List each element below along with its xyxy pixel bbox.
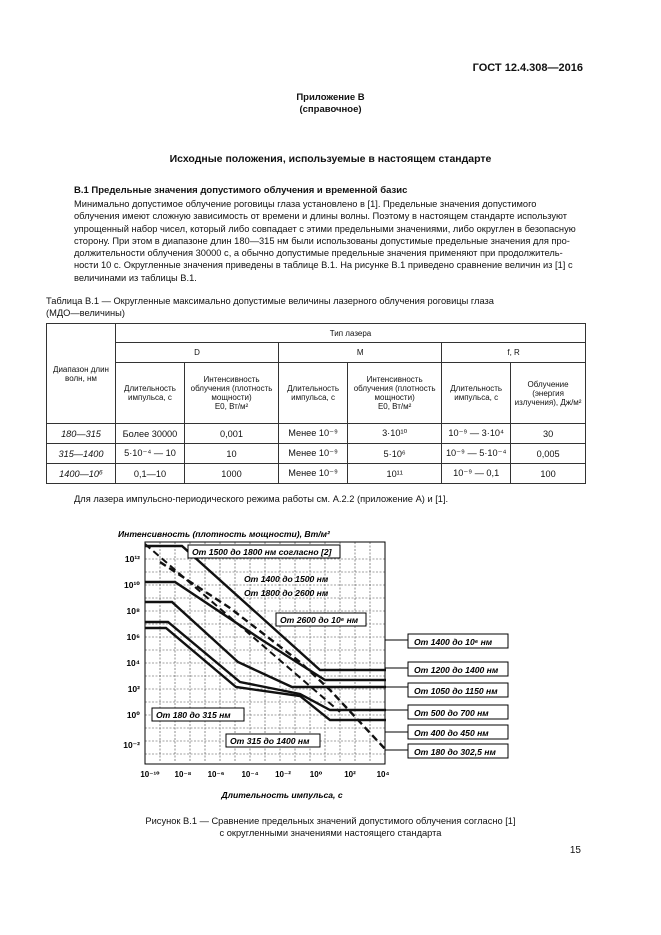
- paragraph-line: упрощенный набор чисел, который либо совпадает с этими предельными значениями, либо округлен в безопасную: [74, 223, 576, 234]
- appendix-title: Приложение В: [296, 92, 365, 103]
- label-right-500-700: От 500 до 700 нм: [414, 708, 489, 718]
- y-axis-title: Интенсивность (плотность мощности), Вт/м²: [118, 529, 330, 539]
- cell-f-value: 30: [511, 424, 586, 444]
- figure-caption-line1: Рисунок В.1 — Сравнение предельных значений допустимого облучения согласно [1]: [145, 816, 516, 826]
- intensity-label: Интенсивность облучения (плотность мощности): [190, 375, 273, 402]
- x-tick-labels: [140, 770, 389, 779]
- cell-d-value: 0,001: [184, 424, 278, 444]
- curve-1400-1e6: [145, 546, 386, 670]
- section-title: Исходные положения, используемые в настоящем стандарте: [169, 153, 492, 165]
- cell-f-value: 0,005: [511, 444, 586, 464]
- legend-left: [152, 545, 366, 747]
- standard-number: ГОСТ 12.4.308—2016: [472, 62, 583, 74]
- cell-m-value: 5·10⁶: [348, 444, 442, 464]
- mpe-figure: [0, 522, 661, 812]
- header-type-m: M: [279, 343, 442, 363]
- label-1500-1800: От 1500 до 1800 нм согласно [2]: [192, 547, 332, 557]
- cell-range: 1400—10⁶: [47, 464, 116, 484]
- x-tick-label: 10²: [344, 770, 356, 779]
- label-2600-1e6: От 2600 до 10⁶ нм: [280, 615, 359, 625]
- header-m-intensity: [348, 363, 442, 424]
- legend-right: [408, 634, 508, 758]
- label-right-1050-1150: От 1050 до 1150 нм: [414, 686, 498, 696]
- cell-m-value: 3·10¹⁰: [348, 424, 442, 444]
- header-type-fr: f, R: [442, 343, 586, 363]
- paragraph-line: должительности облучения 30000 с, а обычно допустимые предельные значения применяют при продолжитель-: [74, 248, 563, 259]
- cell-range: 315—1400: [47, 444, 116, 464]
- cell-f-duration: 10⁻⁹ — 3·10⁴: [442, 424, 511, 444]
- cell-m-duration: Менее 10⁻⁹: [279, 424, 348, 444]
- cell-f-value: 100: [511, 464, 586, 484]
- page-number: 15: [569, 845, 581, 856]
- y-tick-label: 10¹²: [124, 554, 140, 564]
- legend-leaders: [385, 640, 408, 750]
- note-text: Для лазера импульсно-периодического режима работы см. А.2.2 (приложение А) и [1].: [74, 494, 449, 504]
- y-tick-label: 10¹⁰: [123, 580, 140, 590]
- y-tick-label: 10⁻²: [123, 740, 140, 750]
- cell-range: 180—315: [47, 424, 116, 444]
- cell-f-duration: 10⁻⁹ — 5·10⁻⁴: [442, 444, 511, 464]
- y-tick-label: 10⁸: [126, 606, 140, 616]
- curve-500-700: [145, 622, 386, 710]
- cell-m-duration: Менее 10⁻⁹: [279, 444, 348, 464]
- label-right-400-450: От 400 до 450 нм: [414, 728, 489, 738]
- label-1800-2600: От 1800 до 2600 нм: [244, 588, 329, 598]
- y-tick-label: 10⁰: [126, 710, 140, 720]
- x-tick-label: 10⁴: [376, 770, 390, 779]
- cell-d-value: 1000: [184, 464, 278, 484]
- header-laser-type: Тип лазера: [116, 324, 586, 343]
- paragraph-line: Минимально допустимое облучение роговицы глаза установлено в [1]. Предельные значения допустимого: [74, 199, 537, 209]
- header-f-exposure: Облучение (энергия излучения), Дж/м²: [511, 363, 586, 424]
- header-range: Диапазон длин волн, нм: [47, 324, 116, 424]
- y-tick-label: 10⁶: [126, 632, 140, 642]
- figure-caption-line2: с округленными значениями настоящего стандарта: [219, 828, 442, 838]
- header-d-duration: Длительность импульса, с: [116, 363, 185, 424]
- label-315-1400: От 315 до 1400 нм: [230, 736, 310, 746]
- body-paragraph: [74, 198, 585, 284]
- appendix-subtitle: (справочное): [299, 104, 362, 115]
- table-row: [47, 424, 586, 444]
- paragraph-line: ности 10 с. Округленные значения приведены в таблице В.1. На рисунке В.1 приведено сравнение величин из [1] с: [74, 260, 573, 271]
- cell-d-duration: 0,1—10: [116, 464, 185, 484]
- y-tick-label: 10²: [127, 684, 140, 694]
- label-right-1400-1e6: От 1400 до 10⁶ нм: [414, 637, 493, 647]
- label-right-180-302: От 180 до 302,5 нм: [414, 747, 496, 757]
- figure-caption: [0, 815, 661, 839]
- x-tick-label: 10⁻¹⁰: [140, 770, 160, 779]
- paragraph-line: облучения имеют сложную зависимость от времени и длины волны. Поэтому в настоящем стандарте используют: [74, 211, 568, 222]
- paragraph-line: величинами из таблицы В.1.: [74, 272, 197, 283]
- intensity-unit: E0, Вт/м²: [377, 402, 412, 411]
- cell-m-duration: Менее 10⁻⁹: [279, 464, 348, 484]
- y-tick-labels: [123, 554, 140, 750]
- subsection-title: В.1 Предельные значения допустимого облучения и временной базис: [74, 185, 408, 196]
- paragraph-line: сторону. При этом в диапазоне длин 180—315 нм были использованы допустимые предельные значения для про-: [74, 235, 570, 246]
- cell-m-value: 10¹¹: [348, 464, 442, 484]
- x-tick-label: 10⁰: [309, 770, 323, 779]
- intensity-label: Интенсивность облучения (плотность мощности): [353, 375, 436, 402]
- intensity-unit: E0, Вт/м²: [214, 402, 249, 411]
- table-row: [47, 464, 586, 484]
- cell-f-duration: 10⁻⁹ — 0,1: [442, 464, 511, 484]
- header-m-duration: Длительность импульса, с: [279, 363, 348, 424]
- label-1400-1500: От 1400 до 1500 нм: [244, 574, 329, 584]
- x-tick-label: 10⁻⁸: [174, 770, 192, 779]
- x-tick-label: 10⁻²: [275, 770, 291, 779]
- cell-d-duration: Более 30000: [116, 424, 185, 444]
- header-f-duration: Длительность импульса, с: [442, 363, 511, 424]
- table-caption: [46, 295, 586, 319]
- header-d-intensity: [184, 363, 278, 424]
- label-180-315: От 180 до 315 нм: [156, 710, 231, 720]
- x-tick-label: 10⁻⁶: [207, 770, 225, 779]
- x-tick-label: 10⁻⁴: [241, 770, 259, 779]
- table-row: [47, 444, 586, 464]
- label-right-1200-1400: От 1200 до 1400 нм: [414, 665, 499, 675]
- header-type-d: D: [116, 343, 279, 363]
- table-caption-line2: (МДО—величины): [46, 308, 125, 318]
- cell-d-value: 10: [184, 444, 278, 464]
- table-caption-line1: Таблица В.1 — Округленные максимально допустимые величины лазерного облучения роговицы глаза: [46, 296, 494, 306]
- cell-d-duration: 5·10⁻⁴ — 10: [116, 444, 185, 464]
- x-axis-title: Длительность импульса, с: [221, 790, 343, 800]
- y-tick-label: 10⁴: [126, 658, 140, 668]
- mpe-table: [46, 323, 586, 484]
